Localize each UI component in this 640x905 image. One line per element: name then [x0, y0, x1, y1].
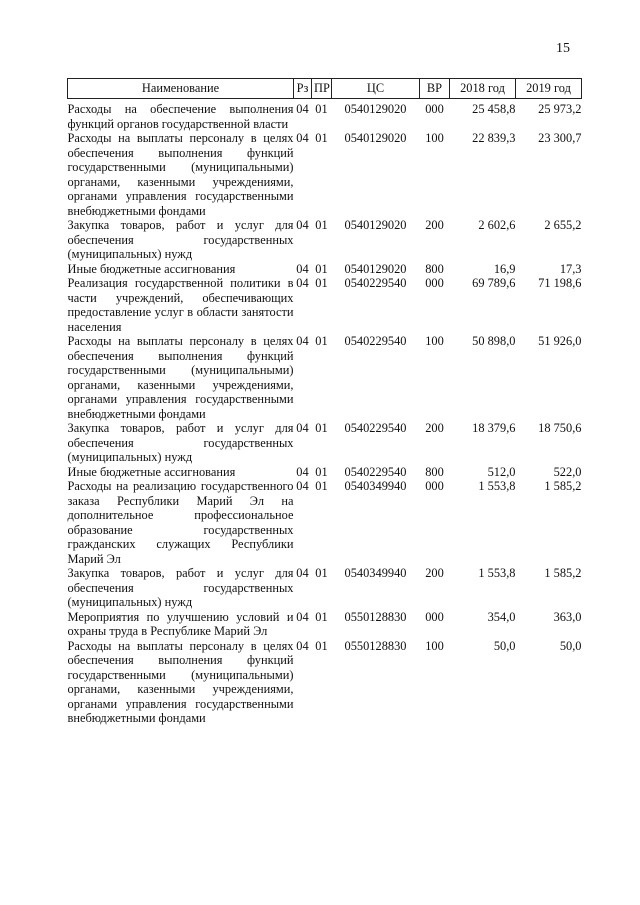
row-name: Расходы на выплаты персоналу в целях обеспечения выполнения функций государственными (муниципальными) органами, казенными учреждениями, органами управления государственными внебюджетными фондами — [67, 638, 294, 725]
row-name: Иные бюджетные ассигнования — [67, 464, 236, 479]
row-vr: 200 — [425, 218, 444, 232]
row-cs: 0540349940 — [344, 479, 407, 493]
row-name: Расходы на реализацию государственного заказа Республики Марий Эл на дополнительное профессиональное образование государственных гражданских служащих Республики Марий Эл — [67, 479, 294, 566]
row-name: Иные бюджетные ассигнования — [67, 261, 236, 276]
row-rz: 04 — [296, 131, 309, 145]
row-cs: 0540229540 — [344, 464, 407, 479]
table-row — [68, 639, 582, 726]
row-rz: 04 — [296, 479, 309, 493]
row-cs: 0540129020 — [344, 218, 407, 232]
row-rz: 04 — [296, 261, 309, 276]
row-2018: 354,0 — [487, 609, 516, 624]
row-pr: 01 — [315, 566, 328, 580]
header-vr: ВР — [420, 79, 450, 99]
header-pr: ПР — [312, 79, 332, 99]
row-vr: 100 — [425, 638, 444, 653]
page-number: 15 — [556, 41, 570, 56]
table-row — [68, 131, 582, 218]
row-name: Закупка товаров, работ и услуг для обеспечения государственных (муниципальных) нужд — [67, 218, 294, 261]
row-name: Расходы на выплаты персоналу в целях обеспечения выполнения функций государственными (муниципальными) органами, казенными учреждениями, органами управления государственными внебюджетными фондами — [67, 131, 294, 218]
header-2019: 2019 год — [516, 79, 582, 99]
row-vr: 000 — [425, 102, 444, 116]
row-2019: 522,0 — [553, 464, 582, 479]
table-header-row — [68, 79, 582, 99]
row-2019: 71 198,6 — [538, 276, 582, 290]
row-2018: 2 602,6 — [478, 218, 516, 232]
table-row — [68, 465, 582, 480]
row-rz: 04 — [296, 276, 309, 290]
row-rz: 04 — [296, 102, 309, 116]
row-pr: 01 — [315, 638, 328, 653]
row-2018: 25 458,8 — [472, 102, 516, 116]
row-cs: 0550128830 — [344, 638, 407, 653]
row-cs: 0550128830 — [344, 609, 407, 624]
table-row — [68, 218, 582, 262]
row-name: Закупка товаров, работ и услуг для обеспечения государственных (муниципальных) нужд — [67, 566, 294, 609]
row-cs: 0540129020 — [344, 102, 407, 116]
row-pr: 01 — [315, 609, 328, 624]
row-rz: 04 — [296, 609, 309, 624]
row-pr: 01 — [315, 421, 328, 435]
row-rz: 04 — [296, 334, 309, 348]
row-vr: 000 — [425, 479, 444, 493]
header-name: Наименование — [68, 79, 294, 99]
row-vr: 000 — [425, 609, 444, 624]
row-2019: 2 655,2 — [544, 218, 582, 232]
row-vr: 200 — [425, 566, 444, 580]
row-pr: 01 — [315, 218, 328, 232]
row-2019: 25 973,2 — [538, 102, 582, 116]
row-cs: 0540229540 — [344, 421, 407, 435]
row-pr: 01 — [315, 131, 328, 145]
row-name: Закупка товаров, работ и услуг для обеспечения государственных (муниципальных) нужд — [67, 421, 294, 464]
header-cs: ЦС — [332, 79, 420, 99]
row-2018: 50 898,0 — [472, 334, 516, 348]
table-row — [68, 610, 582, 639]
table-row — [68, 334, 582, 421]
row-2019: 18 750,6 — [538, 421, 582, 435]
row-pr: 01 — [315, 276, 328, 290]
row-vr: 800 — [425, 261, 444, 276]
row-2019: 23 300,7 — [538, 131, 582, 145]
row-2019: 1 585,2 — [544, 566, 582, 580]
row-2018: 22 839,3 — [472, 131, 516, 145]
row-2018: 18 379,6 — [472, 421, 516, 435]
row-2019: 50,0 — [559, 638, 582, 653]
table-row — [68, 421, 582, 465]
row-2019: 51 926,0 — [538, 334, 582, 348]
row-2018: 69 789,6 — [472, 276, 516, 290]
row-cs: 0540129020 — [344, 261, 407, 276]
row-cs: 0540129020 — [344, 131, 407, 145]
row-vr: 100 — [425, 131, 444, 145]
row-pr: 01 — [315, 479, 328, 493]
row-cs: 0540349940 — [344, 566, 407, 580]
budget-table — [67, 78, 582, 726]
table-row — [68, 479, 582, 566]
table-row — [68, 566, 582, 610]
row-vr: 000 — [425, 276, 444, 290]
row-2018: 50,0 — [493, 638, 516, 653]
row-pr: 01 — [315, 261, 328, 276]
row-name: Реализация государственной политики в части учреждений, обеспечивающих предоставление услуг в области занятости населения — [67, 276, 294, 334]
row-2019: 1 585,2 — [544, 479, 582, 493]
row-2019: 363,0 — [553, 609, 582, 624]
row-rz: 04 — [296, 421, 309, 435]
header-rz: Рз — [294, 79, 312, 99]
row-rz: 04 — [296, 566, 309, 580]
row-cs: 0540229540 — [344, 334, 407, 348]
row-rz: 04 — [296, 218, 309, 232]
row-2018: 1 553,8 — [478, 566, 516, 580]
table-row — [68, 276, 582, 334]
row-name: Мероприятия по улучшению условий и охраны труда в Республике Марий Эл — [67, 609, 294, 638]
row-2018: 1 553,8 — [478, 479, 516, 493]
row-name: Расходы на выплаты персоналу в целях обеспечения выполнения функций государственными (муниципальными) органами, казенными учреждениями, органами управления государственными внебюджетными фондами — [67, 334, 294, 421]
row-vr: 200 — [425, 421, 444, 435]
row-2018: 512,0 — [487, 464, 516, 479]
table-row — [68, 99, 582, 132]
row-pr: 01 — [315, 464, 328, 479]
row-vr: 100 — [425, 334, 444, 348]
header-2018: 2018 год — [450, 79, 516, 99]
row-cs: 0540229540 — [344, 276, 407, 290]
row-2018: 16,9 — [493, 261, 516, 276]
row-pr: 01 — [315, 334, 328, 348]
row-pr: 01 — [315, 102, 328, 116]
row-name: Расходы на обеспечение выполнения функций органов государственной власти — [67, 102, 294, 131]
row-rz: 04 — [296, 464, 309, 479]
table-row — [68, 262, 582, 277]
row-2019: 17,3 — [559, 261, 582, 276]
row-rz: 04 — [296, 638, 309, 653]
row-vr: 800 — [425, 464, 444, 479]
